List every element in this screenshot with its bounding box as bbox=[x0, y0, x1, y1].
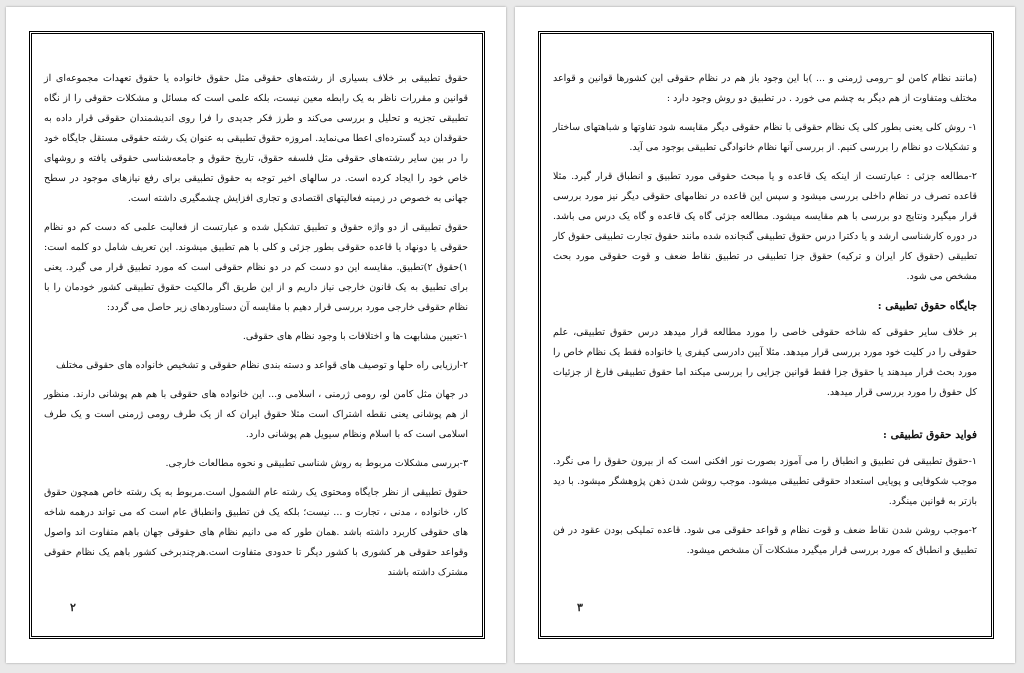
section-heading: فواید حقوق تطبیقی : bbox=[883, 429, 977, 441]
list-item: ۱-تعیین مشابهت ها و اختلافات با وجود نظام های حقوقی. bbox=[242, 331, 468, 342]
page-content bbox=[44, 69, 468, 592]
list-item: ۱-حقوق تطبیقی فن تطبیق و انطباق را می آموزد بصورت نور افکنی است که از بیرون حقوق را می نگرد. موجب شکوفایی و پویایی استعداد حقوقی تطبیقی میشود. موجب روشن شدن ذهن پژوهشگر میشود. با دید بازتر به قوانین مینگرد. bbox=[553, 456, 977, 507]
page-content bbox=[553, 69, 977, 570]
document-page-right bbox=[515, 7, 1015, 663]
paragraph: (مانند نظام کامن لو –رومی ژرمنی و ... )با این وجود باز هم در نظام حقوقی این کشورها قوانین و قواعد مختلف ومتفاوت از هم دیگر به چشم می خورد . در تطبیق دو روش وجود دارد : bbox=[553, 73, 977, 104]
section-heading: جایگاه حقوق تطبیقی : bbox=[877, 300, 977, 312]
page-number: ۲ bbox=[70, 601, 76, 614]
document-page-left bbox=[6, 7, 506, 663]
page-number: ۳ bbox=[577, 601, 583, 614]
paragraph: بر خلاف سایر حقوقی که شاخه حقوقی خاصی را مورد مطالعه قرار میدهد درس حقوق تطبیقی، علم حقوقی را در کلیت خود مورد بررسی قرار میدهد. مثلا آیین دادرسی کیفری یا خانواده فقط یک نظام خاص را مورد بحث قرار میدهند یا حقوق جزا فقط قوانین جزایی را بررسی میکند اما حقوق تطبیقی فارغ از جزئیات کل حقوق را مورد بررسی قرار میدهد. bbox=[553, 327, 977, 398]
paragraph: حقوق تطبیقی از دو واژه حقوق و تطبیق تشکیل شده و عبارتست از فعالیت علمی که دست کم دو نظام حقوقی یا دونهاد یا قاعده حقوقی بطور جزئی و کلی با هم تطبیق میشوند. این تعریف شامل دو کلمه است: ۱)حقوق ۲)تطبیق. مقایسه این دو دست کم در دو نظام حقوقی است که مورد تطبیق قرار می گیرد. یعنی برای تطبیق به یک قانون خارجی نیاز داریم و از این طریق اگر مالکیت حقوق تطبیقی کشور خودمان را با نظام حقوقی خارجی مورد بررسی قرار دهیم با مقایسه آن دستاوردهای زیر حاصل می گردد: bbox=[44, 222, 468, 313]
list-item: ۲-ارزیابی راه حلها و توصیف های قواعد و دسته بندی نظام حقوقی و تشخیص خانواده های حقوقی مختلف bbox=[56, 360, 468, 371]
list-item: ۲-مطالعه جزئی : عبارتست از اینکه یک قاعده و یا مبحث حقوقی مورد تطبیق و انطباق قرار گیرد. مثلا قاعده تصرف در نظام داخلی بررسی میشود و سپس این قاعده در نظامهای حقوقی دیگر نیز مورد بررسی قرار میگیرد ونتایج دو بررسی با هم مقایسه میشود. مطالعه جزئی گاه یک قاعده و گاه یک درس می باشد. در دوره کارشناسی ارشد و یا دکترا درس حقوق تطبیقی گنجانده شده مانند حقوق تجارت تطبیقی حقوق کار تطبیقی (حقوق کار ایران و ترکیه) حقوق جزا تطبیقی در تطبیق نقاط ضعف و قوت حقوقی مورد بحث مشخص می شود. bbox=[553, 171, 977, 282]
paragraph: حقوق تطبیقی از نظر جایگاه ومحتوی یک رشته عام الشمول است.مربوط به یک رشته خاص همچون حقوق کار، خانواده ، مدنی ، تجارت و ... نیست؛ بلکه یک فن تطبیق وانطباق عام است که می تواند درهمه شاخه های حقوقی کاربرد داشته باشد .همان طور که می دانیم نظام های حقوقی جهان باهم متفاوت اند واصول وقواعد حقوقی هر کشوری با کشور دیگر تا حدودی متفاوت است.هرچندبرخی کشور باهم یک نظام حقوقی مشترک داشته باشند bbox=[44, 487, 468, 578]
list-item: ۲-موجب روشن شدن نقاط ضعف و قوت نظام و قواعد حقوقی می شود. قاعده تملیکی بودن عقود در فن تطبیق و انطباق که مورد بررسی قرار میگیرد مشکلات آن مشخص میشود. bbox=[553, 525, 977, 556]
list-item: ۳-بررسی مشکلات مربوط به روش شناسی تطبیقی و نحوه مطالعات خارجی. bbox=[165, 458, 468, 469]
paragraph: حقوق تطبیقی بر خلاف بسیاری از رشته‌های حقوقی مثل حقوق خانواده یا حقوق تعهدات مجموعه‌ای از قوانین و مقررات ناظر به یک رابطه معین نیست، بلکه علمی است که مسائل و مشکلات حقوقی را از نگاه تطبیقی تجزیه و تحلیل و بررسی می‌کند و طرز فکر جدیدی را فرا روی اندیشمندان حقوقی قرار داده به حقوقدان دید گسترده‌ای اعطا می‌نماید. امروزه حقوق تطبیقی به عنوان یک رشته حقوقی مستقل جایگاه خود را در بین سایر رشته‌های حقوقی مثل فلسفه حقوق، تاریخ حقوق و جامعه‌شناسی حقوقی یافته و روشهای خاص خود را ایجاد کرده است. در سالهای اخیر توجه به حقوق تطبیقی برای رفع نیازهای موجود در سطح جهانی به خصوص در زمینه فعالیتهای اقتصادی و تجاری افزایش چشمگیری داشته است. bbox=[44, 73, 468, 204]
paragraph: در جهان مثل کامن لو، رومی ژرمنی ، اسلامی و... این خانواده های حقوقی با هم هم پوشانی دارند. منظور از هم پوشانی یعنی نقطه اشتراک است مثلا حقوق ایران که از یک طرف رومی ژرمنی است و یک طرف اسلامی است که با اسلام ونظام سیویل هم پوشانی دارد. bbox=[44, 389, 468, 440]
list-item: ۱- روش کلی یعنی بطور کلی یک نظام حقوقی با نظام حقوقی دیگر مقایسه شود تفاوتها و شباهتهای ساختار و تشکیلات دو نظام را بررسی کنیم. از بررسی آنها نظام خانوادگی تطبیقی بوجود می آید. bbox=[553, 122, 977, 153]
